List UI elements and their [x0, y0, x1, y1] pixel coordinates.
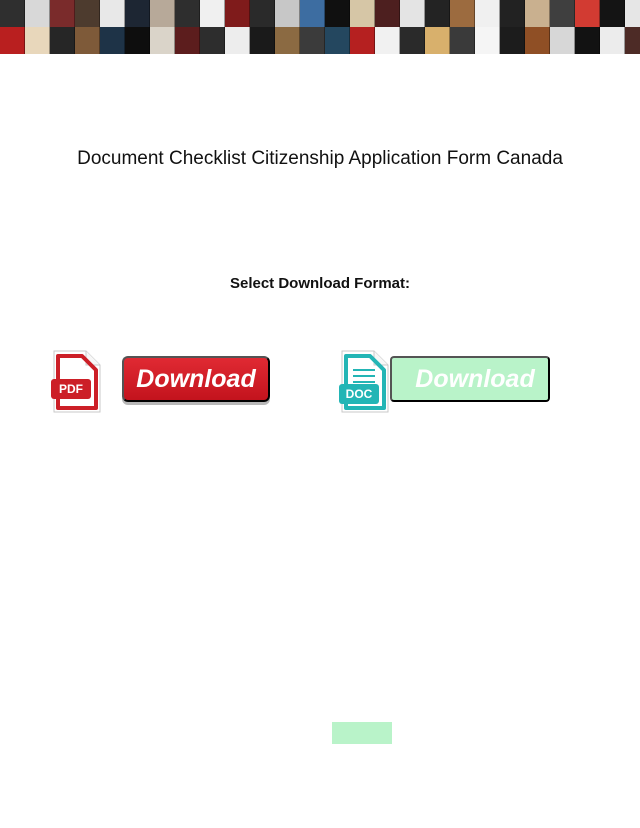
page-title: Document Checklist Citizenship Application Form Canada: [77, 148, 563, 169]
banner-tile: [300, 27, 325, 54]
banner-tile: [0, 27, 25, 54]
banner-tile: [500, 0, 525, 27]
banner-tile: [575, 27, 600, 54]
banner-tile: [275, 27, 300, 54]
banner-tile: [200, 27, 225, 54]
banner-row-bottom: [0, 27, 640, 54]
banner-tile: [475, 0, 500, 27]
banner-tile: [425, 27, 450, 54]
banner-tile: [175, 0, 200, 27]
doc-download-option[interactable]: [332, 345, 554, 420]
banner-tile: [25, 0, 50, 27]
banner-tile: [325, 0, 350, 27]
pdf-file-icon: [44, 345, 110, 420]
doc-download-button-label: Download: [415, 364, 535, 393]
header-banner: [0, 0, 640, 54]
format-subtitle: Select Download Format:: [229, 275, 411, 292]
banner-tile: [350, 27, 375, 54]
banner-tile: [75, 0, 100, 27]
banner-tile: [125, 27, 150, 54]
pdf-download-option[interactable]: [44, 345, 272, 420]
banner-tile: [600, 27, 625, 54]
banner-tile: [275, 0, 300, 27]
banner-tile: [325, 27, 350, 54]
banner-tile: [250, 27, 275, 54]
banner-tile: [175, 27, 200, 54]
banner-tile: [250, 0, 275, 27]
banner-tile: [375, 27, 400, 54]
banner-tile: [100, 27, 125, 54]
banner-tile: [225, 0, 250, 27]
doc-badge-label: DOC: [345, 387, 373, 401]
banner-tile: [0, 0, 25, 27]
banner-tile: [150, 0, 175, 27]
banner-tile: [525, 27, 550, 54]
banner-tile: [375, 0, 400, 27]
banner-tile: [75, 27, 100, 54]
doc-file-icon: [332, 345, 398, 420]
pdf-download-button[interactable]: [122, 356, 270, 402]
banner-tile: [350, 0, 375, 27]
banner-tile: [150, 27, 175, 54]
doc-download-button[interactable]: [390, 356, 550, 402]
banner-tile: [600, 0, 625, 27]
banner-tile: [625, 0, 640, 27]
banner-tile: [500, 27, 525, 54]
pdf-download-button-label: Download: [136, 364, 256, 393]
pdf-badge-label: PDF: [59, 382, 83, 396]
banner-tile: [50, 0, 75, 27]
banner-tile: [425, 0, 450, 27]
banner-tile: [300, 0, 325, 27]
banner-tile: [625, 27, 640, 54]
banner-tile: [400, 27, 425, 54]
banner-tile: [475, 27, 500, 54]
banner-tile: [100, 0, 125, 27]
banner-tile: [25, 27, 50, 54]
banner-tile: [225, 27, 250, 54]
banner-tile: [125, 0, 150, 27]
banner-tile: [450, 0, 475, 27]
banner-tile: [550, 27, 575, 54]
banner-tile: [525, 0, 550, 27]
banner-tile: [200, 0, 225, 27]
banner-tile: [575, 0, 600, 27]
banner-row-top: [0, 0, 640, 27]
banner-tile: [450, 27, 475, 54]
footer-bar: [332, 722, 392, 744]
banner-tile: [550, 0, 575, 27]
banner-tile: [400, 0, 425, 27]
banner-tile: [50, 27, 75, 54]
